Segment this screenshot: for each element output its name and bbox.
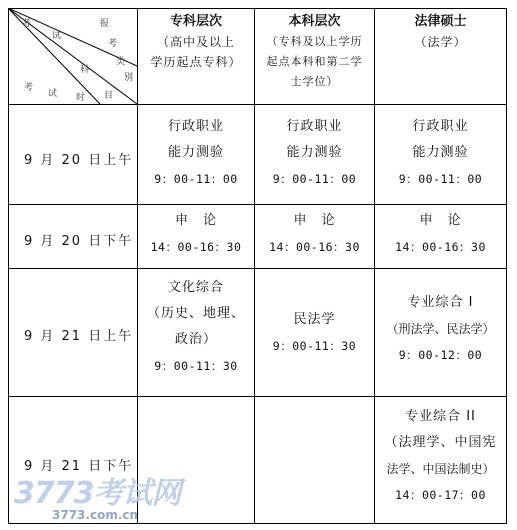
exam-time: 9：00-11：00 [398,172,483,186]
exam-cell [138,275,254,379]
header-title: 专科层次 [169,14,222,29]
subject-note: （历史、地理、 [146,306,245,321]
header-junior-college [138,12,254,72]
subject-name: 民法学 [293,312,336,327]
exam-time: 14：00-16：30 [150,240,242,254]
diag-label: 试 [52,31,62,41]
subject-note: 法学、中国法制史） [386,462,495,476]
diag-label: 类 [116,57,126,67]
subject-name: 专业综合 II [405,409,476,424]
subject-name: 行政职业 [286,119,343,134]
header-title: 法律硕士 [414,14,467,29]
subject-name: 专业综合 I [407,295,474,310]
header-subtitle: 士学位） [290,75,339,88]
subject-name: 申 论 [293,213,336,228]
table-border-right [506,8,507,524]
row-divider [8,396,507,397]
exam-cell [375,208,506,260]
exam-cell [375,404,506,508]
diag-label: 试 [48,89,58,99]
exam-cell [375,290,506,368]
row-divider [8,204,507,205]
watermark-url: 3773.com.cn [52,508,139,522]
date-label: 9 月 21 日下午 [24,459,134,474]
subject-name: 文化综合 [167,280,224,295]
exam-time: 9：00-12：00 [398,348,483,362]
subject-note: （刑法学、民法学） [386,322,495,336]
exam-cell [255,307,374,359]
header-subtitle: （法学） [414,35,467,49]
date-label: 9 月 21 日上午 [24,329,134,344]
exam-cell [375,114,506,192]
exam-cell [255,208,374,260]
subject-name: 能力测验 [286,145,343,160]
exam-time: 14：00-16：30 [395,240,486,254]
subject-name: 申 论 [174,213,217,228]
exam-cell [138,208,254,260]
header-undergraduate [255,12,374,92]
diag-label: 科 [80,65,90,75]
exam-time: 14：00-17：00 [395,488,486,502]
date-label: 9 月 20 日上午 [24,153,134,168]
subject-name: 行政职业 [167,119,224,134]
subject-note: （法理学、中国宪 [384,435,497,450]
subject-note: 政治） [174,332,217,347]
header-subtitle: （专科及以上学历 [266,35,363,48]
diag-label: 考 [24,83,34,93]
exam-time: 9：00-11：30 [154,359,238,373]
exam-cell [255,114,374,192]
exam-time: 9：00-11：00 [272,172,357,186]
table-border-bottom [8,523,507,524]
subject-name: 能力测验 [412,145,469,160]
exam-time: 9：00-11：30 [272,339,357,353]
diag-label: 考 [108,39,118,49]
header-master-of-law [375,12,506,52]
site-watermark [14,468,181,522]
watermark-logo: 3773考试网 [14,476,181,511]
date-label: 9 月 20 日下午 [24,234,134,249]
exam-time: 14：00-16：30 [269,240,360,254]
subject-name: 能力测验 [167,145,224,160]
diag-label: 别 [124,73,134,83]
exam-cell [138,114,254,192]
header-subtitle: 起点本科和第二学 [266,55,363,68]
header-title: 本科层次 [288,14,341,29]
diag-label: 考 [22,19,32,29]
diag-label: 时 [76,93,86,103]
exam-time: 9：00-11：00 [154,172,238,186]
diag-label: 目 [104,91,114,101]
subject-name: 行政职业 [412,119,469,134]
row-divider [8,268,507,269]
header-subtitle: 学历起点专科） [150,55,242,69]
subject-name: 申 论 [419,213,462,228]
header-subtitle: （高中及以上 [156,35,235,49]
diag-label: 报 [100,19,110,29]
